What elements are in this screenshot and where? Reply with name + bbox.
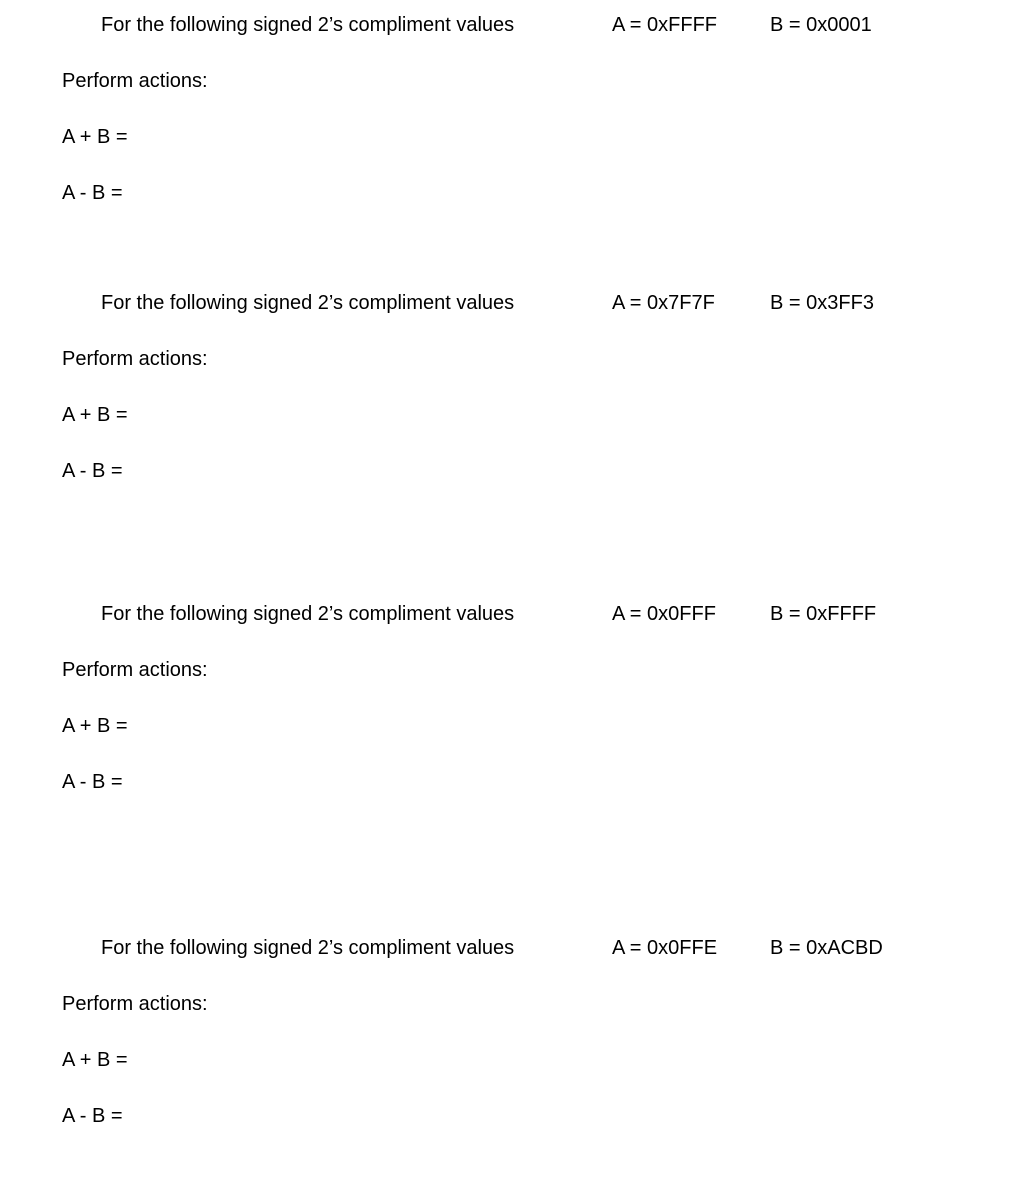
problem-3 (0, 589, 1012, 849)
difference-label: A - B = (62, 771, 123, 793)
sum-label: A + B = (62, 1049, 128, 1071)
problem-prompt: For the following signed 2’s compliment values (101, 14, 515, 36)
b-value: B = 0xFFFF (770, 603, 877, 625)
actions-label: Perform actions: (62, 993, 208, 1015)
difference-label: A - B = (62, 1105, 123, 1127)
problem-1 (0, 0, 1012, 260)
a-value: A = 0x7F7F (612, 292, 715, 314)
b-value: B = 0xACBD (770, 937, 883, 959)
difference-label: A - B = (62, 182, 123, 204)
a-value: A = 0x0FFE (612, 937, 718, 959)
actions-label: Perform actions: (62, 659, 208, 681)
actions-label: Perform actions: (62, 348, 208, 370)
a-value: A = 0x0FFF (612, 603, 716, 625)
problem-prompt: For the following signed 2’s compliment values (101, 603, 515, 625)
problem-4 (0, 923, 1012, 1183)
sum-label: A + B = (62, 715, 128, 737)
b-value: B = 0x0001 (770, 14, 872, 36)
difference-label: A - B = (62, 460, 123, 482)
b-value: B = 0x3FF3 (770, 292, 874, 314)
actions-label: Perform actions: (62, 70, 208, 92)
sum-label: A + B = (62, 126, 128, 148)
problem-2 (0, 278, 1012, 538)
problem-prompt: For the following signed 2’s compliment values (101, 292, 515, 314)
a-value: A = 0xFFFF (612, 14, 718, 36)
problem-prompt: For the following signed 2’s compliment values (101, 937, 515, 959)
sum-label: A + B = (62, 404, 128, 426)
